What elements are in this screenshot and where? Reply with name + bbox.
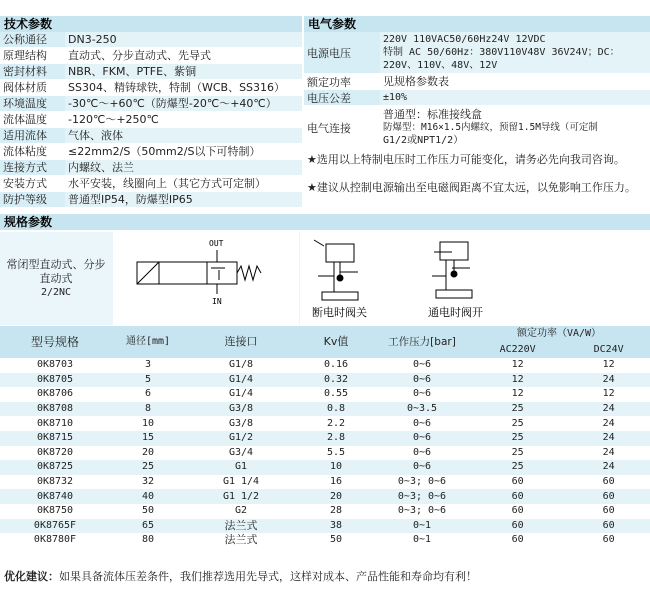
pressure-cell: 0~1 xyxy=(376,533,468,548)
tech-params-list xyxy=(0,32,302,208)
tech-row-label: 阀体材质 xyxy=(3,81,47,94)
power-ac-cell: 12 xyxy=(468,358,567,373)
power-ac-cell: 25 xyxy=(468,416,567,431)
tech-row-value: 内螺纹、法兰 xyxy=(68,161,134,174)
tech-row-label: 流体温度 xyxy=(3,113,47,126)
voltage-line-1: 220V 110VAC50/60Hz24V 12VDC xyxy=(383,34,546,45)
power-dc-cell: 60 xyxy=(567,504,650,519)
power-ac-cell: 25 xyxy=(468,402,567,417)
connection-line-2: 防爆型：M16×1.5内螺纹，预留1.5M导线（可定制 xyxy=(383,122,598,133)
kv-cell: 5.5 xyxy=(296,446,376,461)
tech-row xyxy=(0,48,302,64)
model-cell: 0K8715 xyxy=(0,431,110,446)
tech-row-value: SS304、精铸球铁，特制（WCB、SS316） xyxy=(68,81,286,94)
col-power-ac: AC220V xyxy=(468,342,567,358)
model-cell: 0K8706 xyxy=(0,387,110,402)
voltage-label: 电源电压 xyxy=(304,32,380,73)
tech-row-value: DN3-250 xyxy=(68,33,117,46)
col-pressure: 工作压力[bar] xyxy=(376,326,468,358)
col-bore: 通径[mm] xyxy=(110,326,186,358)
pressure-cell: 0~6 xyxy=(376,460,468,475)
kv-cell: 38 xyxy=(296,519,376,534)
footer-text: 如果具备流体压差条件，我们推荐选用先导式，这样对成本、产品性能和寿命均有利！ xyxy=(59,570,477,583)
table-row xyxy=(0,460,650,475)
model-cell: 0K8750 xyxy=(0,504,110,519)
bore-cell: 40 xyxy=(110,489,186,504)
pressure-cell: 0~3.5 xyxy=(376,402,468,417)
kv-cell: 2.8 xyxy=(296,431,376,446)
power-ac-cell: 60 xyxy=(468,533,567,548)
elec-params-header: 电气参数 xyxy=(304,16,650,32)
model-cell: 0K8710 xyxy=(0,416,110,431)
tech-row-label: 连接方式 xyxy=(0,160,65,175)
elec-params-list xyxy=(304,32,650,150)
table-row xyxy=(0,489,650,504)
tech-row-label: 流体粘度 xyxy=(3,145,47,158)
tech-row-label: 密封材料 xyxy=(0,64,65,79)
power-ac-cell: 60 xyxy=(468,475,567,490)
pressure-cell: 0~6 xyxy=(376,431,468,446)
tech-row-value: 水平安装，线圈向上（其它方式可定制） xyxy=(68,177,266,190)
power-dc-cell: 24 xyxy=(567,431,650,446)
note-1: ★选用以上特制电压时工作压力可能变化，请务必先向我司咨询。 xyxy=(307,153,625,166)
tech-row xyxy=(0,128,302,144)
port-cell: G1/8 xyxy=(186,358,296,373)
power-ac-cell: 60 xyxy=(468,504,567,519)
table-row xyxy=(0,519,650,534)
bore-cell: 8 xyxy=(110,402,186,417)
bore-cell: 20 xyxy=(110,446,186,461)
port-cell: G2 xyxy=(186,504,296,519)
tech-row-value: 普通型IP54，防爆型IP65 xyxy=(68,193,193,206)
power-dc-cell: 12 xyxy=(567,387,650,402)
tech-row xyxy=(0,32,302,48)
power-ac-cell: 25 xyxy=(468,431,567,446)
table-row xyxy=(0,387,650,402)
port-cell: G3/8 xyxy=(186,416,296,431)
port-cell: 法兰式 xyxy=(186,533,296,548)
spec-params-header: 规格参数 xyxy=(0,214,650,230)
closed-state-label: 断电时阀关 xyxy=(312,306,367,319)
footer-label: 优化建议： xyxy=(4,570,59,583)
valve-symbol-icon xyxy=(113,232,299,325)
power-ac-cell: 60 xyxy=(468,489,567,504)
optimization-note xyxy=(4,568,477,584)
kv-cell: 20 xyxy=(296,489,376,504)
tech-row xyxy=(0,80,302,96)
pressure-cell: 0~6 xyxy=(376,373,468,388)
tolerance-value: ±10% xyxy=(383,92,408,103)
port-cell: G1/2 xyxy=(186,431,296,446)
kv-cell: 16 xyxy=(296,475,376,490)
bore-cell: 15 xyxy=(110,431,186,446)
power-dc-cell: 60 xyxy=(567,533,650,548)
tech-row xyxy=(0,160,302,176)
col-model: 型号规格 xyxy=(0,326,110,358)
port-cell: G3/8 xyxy=(186,402,296,417)
in-label: IN xyxy=(212,297,222,306)
kv-cell: 0.55 xyxy=(296,387,376,402)
power-ac-cell: 60 xyxy=(468,519,567,534)
model-cell: 0K8705 xyxy=(0,373,110,388)
voltage-line-2: 特制 AC 50/60Hz：380V110V48V 36V24V；DC： xyxy=(383,47,620,58)
tech-row-value: ≤22mm2/S（50mm2/S以下可特制） xyxy=(68,145,261,158)
valve-symbol-diagram xyxy=(113,232,299,325)
power-dc-cell: 60 xyxy=(567,519,650,534)
power-ac-cell: 25 xyxy=(468,460,567,475)
bore-cell: 5 xyxy=(110,373,186,388)
table-row xyxy=(0,533,650,548)
port-cell: G1 1/2 xyxy=(186,489,296,504)
kv-cell: 2.2 xyxy=(296,416,376,431)
voltage-line-3: 220V、110V、48V、12V xyxy=(383,60,498,71)
table-row xyxy=(0,416,650,431)
power-value: 见规格参数表 xyxy=(383,75,449,88)
power-dc-cell: 24 xyxy=(567,373,650,388)
tech-row-label: 适用流体 xyxy=(0,128,65,143)
tech-row-value: NBR、FKM、PTFE、紫铜 xyxy=(68,65,197,78)
connection-line-1: 普通型：标准接线盒 xyxy=(383,108,482,121)
spec-table xyxy=(0,326,650,548)
bore-cell: 10 xyxy=(110,416,186,431)
bore-cell: 25 xyxy=(110,460,186,475)
valve-state-icon xyxy=(300,232,650,325)
tech-row-value: 直动式、分步直动式、先导式 xyxy=(68,49,211,62)
port-cell: G3/4 xyxy=(186,446,296,461)
pressure-cell: 0~3; 0~6 xyxy=(376,504,468,519)
power-dc-cell: 24 xyxy=(567,446,650,461)
col-port: 连接口 xyxy=(186,326,296,358)
table-row xyxy=(0,431,650,446)
pressure-cell: 0~3; 0~6 xyxy=(376,489,468,504)
model-cell: 0K8703 xyxy=(0,358,110,373)
table-row xyxy=(0,402,650,417)
out-label: OUT xyxy=(209,239,224,248)
table-row xyxy=(0,373,650,388)
model-cell: 0K8725 xyxy=(0,460,110,475)
connection-label: 电气连接 xyxy=(307,121,351,135)
bore-cell: 6 xyxy=(110,387,186,402)
tolerance-label: 电压公差 xyxy=(304,90,380,105)
tech-row-label: 防护等级 xyxy=(0,192,65,207)
kv-cell: 0.16 xyxy=(296,358,376,373)
pressure-cell: 0~6 xyxy=(376,387,468,402)
power-dc-cell: 60 xyxy=(567,489,650,504)
power-dc-cell: 12 xyxy=(567,358,650,373)
tech-row-value: 气体、液体 xyxy=(68,129,123,142)
valve-type-label xyxy=(0,232,112,325)
pressure-cell: 0~6 xyxy=(376,416,468,431)
col-kv: Kv值 xyxy=(296,326,376,358)
power-row xyxy=(304,74,650,90)
power-ac-cell: 25 xyxy=(468,446,567,461)
bore-cell: 80 xyxy=(110,533,186,548)
tech-row xyxy=(0,64,302,80)
power-dc-cell: 60 xyxy=(567,475,650,490)
tech-row xyxy=(0,192,302,208)
port-cell: G1/4 xyxy=(186,387,296,402)
pressure-cell: 0~6 xyxy=(376,358,468,373)
tech-row xyxy=(0,96,302,112)
open-state-label: 通电时阀开 xyxy=(428,306,483,319)
pressure-cell: 0~1 xyxy=(376,519,468,534)
table-row xyxy=(0,504,650,519)
note-2: ★建议从控制电源输出至电磁阀距离不宜太远，以免影响工作压力。 xyxy=(307,181,636,194)
port-cell: 法兰式 xyxy=(186,519,296,534)
tech-row xyxy=(0,112,302,128)
tech-row xyxy=(0,176,302,192)
power-dc-cell: 24 xyxy=(567,460,650,475)
kv-cell: 28 xyxy=(296,504,376,519)
power-dc-cell: 24 xyxy=(567,402,650,417)
table-row xyxy=(0,446,650,461)
bore-cell: 3 xyxy=(110,358,186,373)
tech-params-header: 技术参数 xyxy=(0,16,302,32)
valve-type-sub: 2/2NC xyxy=(40,286,72,298)
valve-state-diagrams xyxy=(300,232,650,325)
tech-row-value: -30℃～+60℃（防爆型-20℃～+40℃） xyxy=(68,97,277,110)
connection-line-3: G1/2或NPT1/2） xyxy=(383,135,464,146)
port-cell: G1 xyxy=(186,460,296,475)
tech-row-label: 安装方式 xyxy=(3,177,47,190)
bore-cell: 50 xyxy=(110,504,186,519)
valve-type-text: 常闭型直动式、分步直动式 xyxy=(6,257,106,285)
model-cell: 0K8720 xyxy=(0,446,110,461)
power-ac-cell: 12 xyxy=(468,387,567,402)
model-cell: 0K8780F xyxy=(0,533,110,548)
tech-row-label: 公称通径 xyxy=(0,32,65,47)
kv-cell: 0.32 xyxy=(296,373,376,388)
pressure-cell: 0~3; 0~6 xyxy=(376,475,468,490)
power-dc-cell: 24 xyxy=(567,416,650,431)
port-cell: G1 1/4 xyxy=(186,475,296,490)
power-ac-cell: 12 xyxy=(468,373,567,388)
voltage-row xyxy=(304,32,650,74)
model-cell: 0K8732 xyxy=(0,475,110,490)
connection-row xyxy=(304,106,650,150)
tolerance-row xyxy=(304,90,650,106)
pressure-cell: 0~6 xyxy=(376,446,468,461)
port-cell: G1/4 xyxy=(186,373,296,388)
table-row xyxy=(0,358,650,373)
bore-cell: 65 xyxy=(110,519,186,534)
power-label: 额定功率 xyxy=(307,75,351,89)
table-row xyxy=(0,475,650,490)
kv-cell: 10 xyxy=(296,460,376,475)
col-power-dc: DC24V xyxy=(567,342,650,358)
kv-cell: 0.8 xyxy=(296,402,376,417)
col-power: 额定功率（VA/W） xyxy=(468,326,650,342)
model-cell: 0K8740 xyxy=(0,489,110,504)
tech-row xyxy=(0,144,302,160)
tech-row-label: 环境温度 xyxy=(0,96,65,111)
bore-cell: 32 xyxy=(110,475,186,490)
tech-row-label: 原理结构 xyxy=(3,49,47,62)
tech-row-value: -120℃～+250℃ xyxy=(68,113,159,126)
model-cell: 0K8708 xyxy=(0,402,110,417)
kv-cell: 50 xyxy=(296,533,376,548)
model-cell: 0K8765F xyxy=(0,519,110,534)
